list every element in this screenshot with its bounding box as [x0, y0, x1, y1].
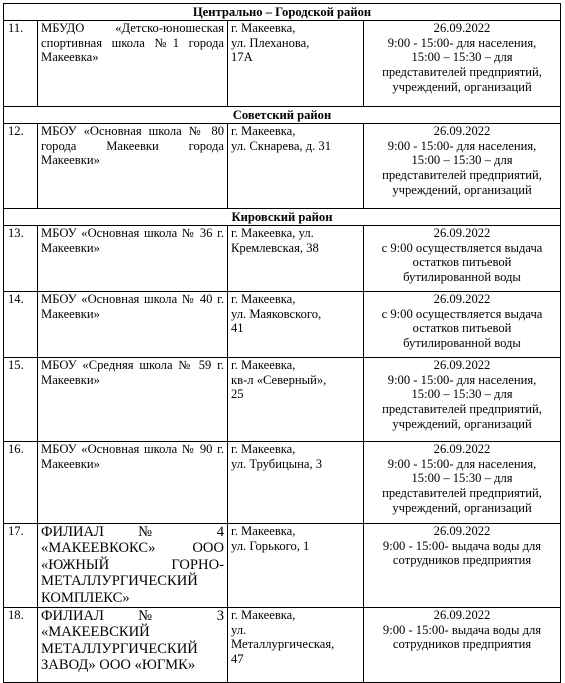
table-row — [4, 442, 561, 524]
schedule-line: учреждений, организаций — [392, 79, 532, 94]
schedule-line: бутилированной воды — [403, 270, 521, 285]
schedule-date: 26.09.2022 — [433, 226, 491, 240]
organization-name: МБОУ «Основная школа № 40 г. Макеевки» — [38, 292, 228, 358]
schedule-line: 9:00 - 15:00- для населения, — [387, 456, 537, 471]
schedule-line: 9:00 - 15:00- для населения, — [387, 138, 537, 153]
organization-name: МБУДО «Детско-юношеская спортивная школа №1 города Макеевка» — [38, 21, 228, 107]
address-line: г. Макеевка, — [231, 608, 296, 622]
schedule-date: 26.09.2022 — [433, 442, 491, 456]
row-number: 16. — [4, 442, 38, 524]
address-cell — [228, 292, 364, 358]
address-line: Кремлевская, 38 — [231, 240, 319, 255]
table-row — [4, 124, 561, 209]
row-number: 11. — [4, 21, 38, 107]
row-number: 14. — [4, 292, 38, 358]
schedule-date: 26.09.2022 — [433, 608, 491, 622]
organization-name: МБОУ «Основная школа № 36 г. Макеевки» — [38, 226, 228, 292]
schedule-line: представителей предприятий, — [382, 168, 542, 183]
address-line: г. Макеевка, — [231, 21, 296, 35]
address-cell — [228, 608, 364, 683]
table-row — [4, 358, 561, 442]
row-number: 13. — [4, 226, 38, 292]
section-header-row — [4, 4, 561, 21]
schedule-cell — [364, 292, 561, 358]
address-line: ул. Маяковского, — [231, 306, 322, 321]
organization-name: ФИЛИАЛ № 4 «МАКЕЕВКОКС» ООО «ЮЖНЫЙ ГОРНО-МЕТАЛЛУРГИЧЕСКИЙ КОМПЛЕКС» — [38, 524, 228, 608]
organization-name: МБОУ «Основная школа № 80 города Макеевки города Макеевки» — [38, 124, 228, 209]
schedule-cell — [364, 21, 561, 107]
address-line: г. Макеевка, — [231, 292, 296, 306]
schedule-line: сотрудников предприятия — [392, 553, 532, 568]
table-row — [4, 608, 561, 683]
schedule-line: с 9:00 осуществляется выдача — [381, 240, 543, 255]
schedule-line: с 9:00 осуществляется выдача — [381, 306, 543, 321]
distribution-points-table — [3, 3, 561, 683]
address-line: г. Макеевка, — [231, 124, 296, 138]
row-number: 17. — [4, 524, 38, 608]
address-cell — [228, 358, 364, 442]
address-line: Металлургическая, — [231, 637, 335, 652]
section-title-sovetsky: Советский район — [4, 107, 561, 124]
section-header-row — [4, 209, 561, 226]
organization-name: ФИЛИАЛ № 3 «МАКЕЕВСКИЙ МЕТАЛЛУРГИЧЕСКИЙ ЗАВОД» ООО «ЮГМК» — [38, 608, 228, 683]
organization-name: МБОУ «Средняя школа № 59 г. Макеевки» — [38, 358, 228, 442]
schedule-line: учреждений, организаций — [392, 500, 532, 515]
schedule-date: 26.09.2022 — [433, 21, 491, 35]
section-title-kirovsky: Кировский район — [4, 209, 561, 226]
schedule-date: 26.09.2022 — [433, 358, 491, 372]
section-header-row — [4, 107, 561, 124]
address-line: ул. Плеханова, — [231, 35, 310, 50]
schedule-line: учреждений, организаций — [392, 416, 532, 431]
address-cell — [228, 124, 364, 209]
address-line: ул. Трубицына, 3 — [231, 456, 323, 471]
address-line: кв-л «Северный», — [231, 372, 327, 387]
row-number: 18. — [4, 608, 38, 683]
schedule-cell — [364, 524, 561, 608]
address-line: г. Макеевка, — [231, 524, 296, 538]
address-cell — [228, 442, 364, 524]
schedule-line: 9:00 - 15:00- для населения, — [387, 372, 537, 387]
address-cell — [228, 21, 364, 107]
schedule-cell — [364, 358, 561, 442]
address-line: г. Макеевка, ул. — [231, 226, 314, 240]
schedule-line: 9:00 - 15:00- выдача воды для — [382, 622, 542, 637]
schedule-date: 26.09.2022 — [433, 524, 491, 538]
schedule-line: бутилированной воды — [403, 336, 521, 351]
schedule-line: сотрудников предприятия — [392, 637, 532, 652]
table-row — [4, 21, 561, 107]
schedule-line: представителей предприятий, — [382, 65, 542, 80]
address-line: 41 — [231, 321, 244, 336]
schedule-date: 26.09.2022 — [433, 124, 491, 138]
table-row — [4, 292, 561, 358]
schedule-line: 15:00 – 15:30 – для — [411, 153, 513, 168]
schedule-line: представителей предприятий, — [382, 486, 542, 501]
address-line: ул. Горького, 1 — [231, 538, 310, 553]
schedule-line: 9:00 - 15:00- для населения, — [387, 35, 537, 50]
schedule-cell — [364, 442, 561, 524]
schedule-line: 15:00 – 15:30 – для — [411, 471, 513, 486]
address-line: г. Макеевка, — [231, 442, 296, 456]
schedule-line: остатков питьевой — [412, 321, 512, 336]
schedule-cell — [364, 124, 561, 209]
row-number: 15. — [4, 358, 38, 442]
address-cell — [228, 524, 364, 608]
organization-name: МБОУ «Основная школа № 90 г. Макеевки» — [38, 442, 228, 524]
schedule-line: 9:00 - 15:00- выдача воды для — [382, 538, 542, 553]
address-line: 25 — [231, 387, 244, 402]
schedule-line: 15:00 – 15:30 – для — [411, 50, 513, 65]
address-line: 47 — [231, 652, 244, 667]
schedule-line: учреждений, организаций — [392, 182, 532, 197]
address-line: ул. Скнарева, д. 31 — [231, 138, 332, 153]
address-line: г. Макеевка, — [231, 358, 296, 372]
address-line: ул. — [231, 622, 247, 637]
schedule-line: представителей предприятий, — [382, 402, 542, 417]
table-row — [4, 524, 561, 608]
schedule-line: 15:00 – 15:30 – для — [411, 387, 513, 402]
table-row — [4, 226, 561, 292]
schedule-date: 26.09.2022 — [433, 292, 491, 306]
schedule-cell — [364, 226, 561, 292]
schedule-cell — [364, 608, 561, 683]
address-line: 17А — [231, 50, 253, 65]
address-cell — [228, 226, 364, 292]
schedule-line: остатков питьевой — [412, 255, 512, 270]
row-number: 12. — [4, 124, 38, 209]
section-title-central: Центрально – Городской район — [4, 4, 561, 21]
